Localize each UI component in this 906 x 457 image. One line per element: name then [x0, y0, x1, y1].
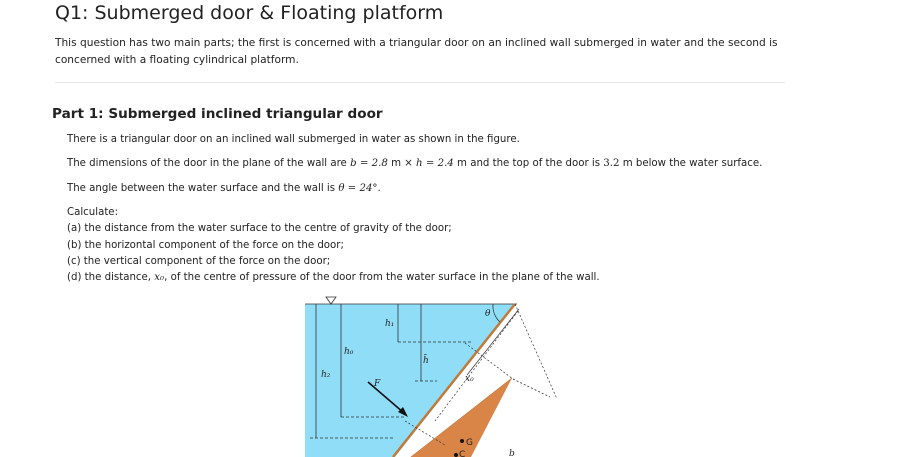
- angle-text-1: The angle between the water surface and the wall is: [67, 183, 339, 194]
- g-label: G: [466, 438, 473, 448]
- door-top-dim-line: [513, 379, 550, 397]
- calculate-item-d-pre: (d) the distance,: [67, 272, 155, 284]
- force-label: F: [374, 379, 381, 389]
- calculate-list: [67, 205, 600, 286]
- h2-label: h₂: [321, 370, 331, 380]
- centre-of-pressure-point: [454, 453, 458, 457]
- dimension-h-math: h = 2.4: [416, 158, 454, 169]
- question-intro: This question has two main parts; the first is concerned with a triangular door on an inclined wall submerged in water and the second is concerned with a floating cylindrical platform.: [55, 37, 778, 66]
- paragraph-figure-intro: There is a triangular door on an inclined wall submerged in water as shown in the figure.: [67, 134, 520, 145]
- centroid-point: [460, 439, 464, 443]
- dimensions-unit-1: m ×: [387, 158, 417, 169]
- x0-label: x₀: [465, 374, 474, 384]
- angle-theta-math: θ = 24°: [338, 183, 378, 194]
- h0-label: h₀: [344, 347, 354, 357]
- divider: [55, 82, 785, 83]
- c-label: C: [459, 450, 466, 457]
- calculate-item-c: (c) the vertical component of the force on the door;: [67, 255, 331, 267]
- b-label: b: [509, 449, 515, 457]
- dimension-b-math: b = 2.8: [350, 158, 388, 169]
- part-title: Part 1: Submerged inclined triangular door: [52, 106, 383, 122]
- theta-label: θ: [485, 309, 491, 319]
- dimensions-text-3: m below the water surface.: [619, 158, 763, 169]
- paragraph-angle: [67, 183, 381, 194]
- calculate-item-d: [67, 270, 600, 286]
- paragraph-dimensions: [67, 158, 762, 169]
- calculate-heading: Calculate:: [67, 207, 119, 218]
- h1-label: h₁: [385, 319, 395, 329]
- calculate-item-b: (b) the horizontal component of the force on the door;: [67, 239, 344, 251]
- x0-math: x₀: [154, 272, 165, 284]
- calculate-item-a: (a) the distance from the water surface to the centre of gravity of the door;: [67, 223, 452, 235]
- depth-math: 3.2: [603, 158, 620, 169]
- hbar-label: h̄: [423, 356, 429, 366]
- dimensions-text-2: m and the top of the door is: [453, 158, 604, 169]
- calculate-item-d-post: , of the centre of pressure of the door from the water surface in the plane of the wall.: [164, 272, 600, 284]
- door-diagram: [295, 295, 565, 457]
- question-title: Q1: Submerged door & Floating platform: [55, 2, 444, 24]
- angle-text-2: .: [377, 183, 381, 194]
- dimensions-text-1: The dimensions of the door in the plane of the wall are: [67, 158, 351, 169]
- wall-offset-dashed-line: [515, 304, 557, 399]
- free-surface-marker-icon: [326, 297, 336, 304]
